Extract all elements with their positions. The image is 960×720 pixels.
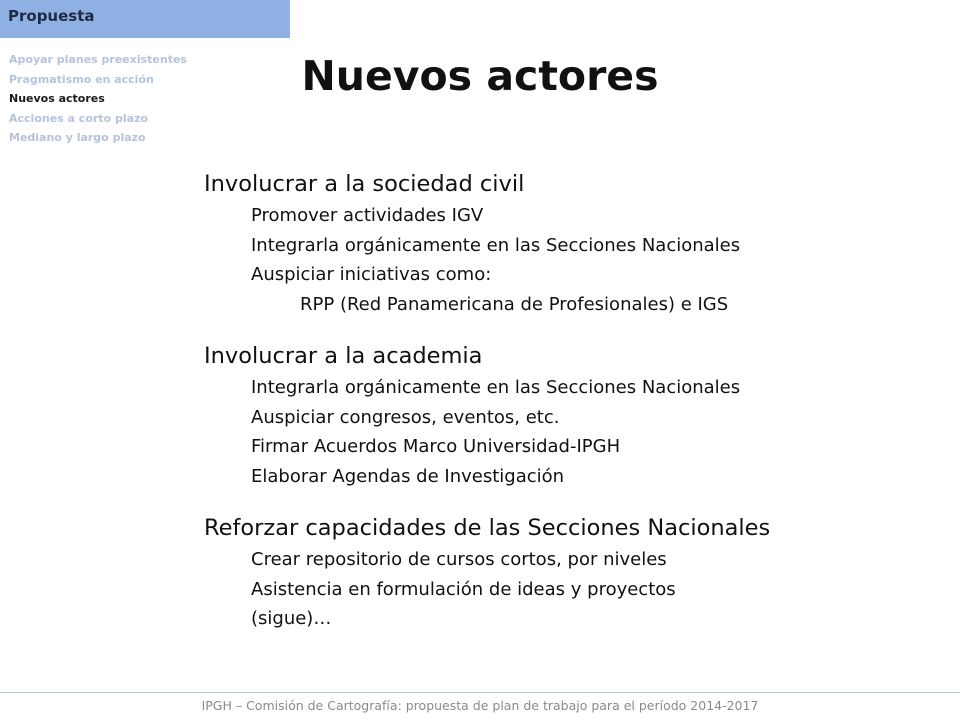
footer-divider [0, 692, 960, 693]
nav-item-nuevos-actores[interactable]: Nuevos actores [9, 92, 105, 105]
list-item: Auspiciar congresos, eventos, etc. [251, 406, 560, 428]
group-heading: Involucrar a la academia [204, 343, 483, 369]
group-academia [204, 340, 924, 491]
list-subitem: RPP (Red Panamericana de Profesionales) e IGS [300, 293, 729, 315]
slide-title: Nuevos actores [301, 52, 659, 100]
section-tab[interactable] [0, 0, 290, 38]
group-sociedad-civil [204, 168, 924, 319]
list-item: Elaborar Agendas de Investigación [251, 465, 565, 487]
slide-content [204, 168, 924, 634]
nav-item-acciones-corto-plazo[interactable]: Acciones a corto plazo [9, 111, 148, 125]
group-secciones-nacionales [204, 512, 924, 634]
slide-footer: IPGH – Comisión de Cartografía: propuesta de plan de trabajo para el período 2014-2017 [201, 698, 759, 713]
list-item: Promover actividades IGV [251, 205, 484, 226]
nav-item-mediano-largo-plazo[interactable]: Mediano y largo plazo [9, 131, 146, 144]
list-item: Auspiciar iniciativas como: [251, 264, 492, 285]
list-item: Asistencia en formulación de ideas y proyectos [251, 578, 676, 600]
list-item: Integrarla orgánicamente en las Secciones Nacionales [251, 377, 741, 398]
group-heading: Involucrar a la sociedad civil [204, 171, 525, 197]
group-heading: Reforzar capacidades de las Secciones Nacionales [204, 515, 771, 541]
list-item: Crear repositorio de cursos cortos, por niveles [251, 549, 667, 570]
list-item: Firmar Acuerdos Marco Universidad-IPGH [251, 436, 621, 457]
nav-item-apoyar-planes[interactable]: Apoyar planes preexistentes [9, 53, 187, 66]
list-item: (sigue)… [251, 608, 332, 629]
section-tab-label: Propuesta [8, 7, 95, 25]
nav-item-pragmatismo[interactable]: Pragmatismo en acción [9, 72, 154, 86]
list-item: Integrarla orgánicamente en las Secciones Nacionales [251, 234, 741, 256]
